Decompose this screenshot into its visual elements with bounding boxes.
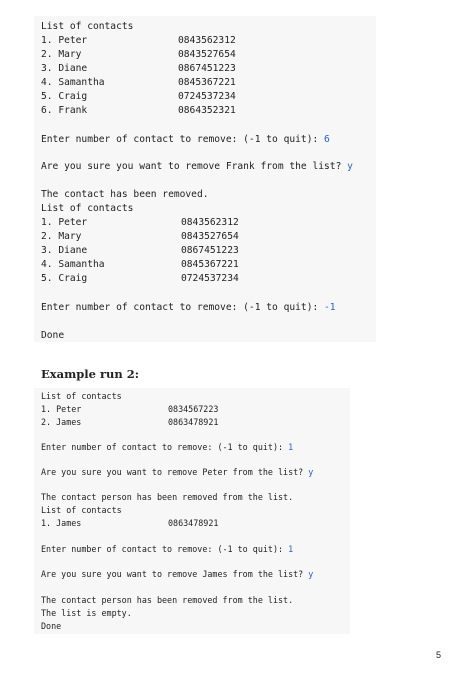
list-item-phone: 0843562312 [178, 35, 236, 46]
list-item-name: 2. James [41, 417, 82, 427]
status-message: The contact has been removed. [41, 189, 209, 200]
list-item-name: 5. Craig [41, 273, 88, 284]
user-input: y [308, 467, 314, 477]
list-header: List of contacts [41, 391, 122, 401]
done-message: Done [41, 621, 62, 631]
list-item-name: 6. Frank [41, 105, 88, 116]
user-input: 1 [288, 442, 294, 452]
confirm-prompt [41, 468, 313, 476]
user-input: y [308, 569, 314, 579]
list-item-name: 5. Craig [41, 91, 88, 102]
list-item-phone: 0724537234 [181, 273, 239, 284]
prompt-text: Are you sure you want to remove Peter from the list? [41, 467, 309, 477]
remove-prompt [41, 303, 336, 313]
status-message: The contact person has been removed from the list. [41, 595, 294, 605]
list-header: List of contacts [41, 203, 134, 214]
status-message: The contact person has been removed from the list. [41, 492, 294, 502]
list-item-name: 1. Peter [41, 404, 82, 414]
page-number: 5 [436, 650, 442, 660]
remove-prompt [41, 545, 293, 553]
list-item-phone: 0867451223 [181, 245, 239, 256]
list-item-phone: 0845367221 [181, 259, 239, 270]
done-message: Done [41, 330, 65, 341]
list-item-phone: 0843527654 [181, 231, 239, 242]
list-item-phone: 0864352321 [178, 105, 236, 116]
list-header: List of contacts [41, 505, 122, 515]
list-item-phone: 0843527654 [178, 49, 236, 60]
list-item-name: 4. Samantha [41, 259, 105, 270]
list-header: List of contacts [41, 21, 134, 32]
prompt-text: Enter number of contact to remove: (-1 to quit): [41, 442, 289, 452]
list-item-phone: 0724537234 [178, 91, 236, 102]
list-item-phone: 0867451223 [178, 63, 236, 74]
list-item-name: 4. Samantha [41, 77, 105, 88]
user-input: 1 [288, 544, 294, 554]
remove-prompt [41, 135, 330, 145]
list-item-name: 1. Peter [41, 35, 88, 46]
empty-list-message: The list is empty. [41, 608, 132, 618]
remove-prompt [41, 443, 293, 451]
user-input: 6 [324, 134, 330, 145]
prompt-text: Are you sure you want to remove James from the list? [41, 569, 309, 579]
list-item-name: 1. Peter [41, 217, 88, 228]
list-item-phone: 0834567223 [168, 404, 219, 414]
list-item-name: 1. James [41, 518, 82, 528]
user-input: -1 [324, 302, 336, 313]
list-item-name: 3. Diane [41, 63, 88, 74]
confirm-prompt [41, 570, 313, 578]
list-item-phone: 0843562312 [181, 217, 239, 228]
prompt-text: Enter number of contact to remove: (-1 to quit): [41, 544, 289, 554]
list-item-phone: 0863478921 [168, 417, 219, 427]
list-item-name: 3. Diane [41, 245, 88, 256]
list-item-phone: 0845367221 [178, 77, 236, 88]
confirm-prompt [41, 162, 353, 172]
list-item-phone: 0863478921 [168, 518, 219, 528]
prompt-text: Are you sure you want to remove Frank from the list? [41, 161, 348, 172]
user-input: y [347, 161, 353, 172]
list-item-name: 2. Mary [41, 49, 82, 60]
section-heading: Example run 2: [41, 367, 140, 381]
prompt-text: Enter number of contact to remove: (-1 to quit): [41, 302, 325, 313]
list-item-name: 2. Mary [41, 231, 82, 242]
prompt-text: Enter number of contact to remove: (-1 to quit): [41, 134, 325, 145]
